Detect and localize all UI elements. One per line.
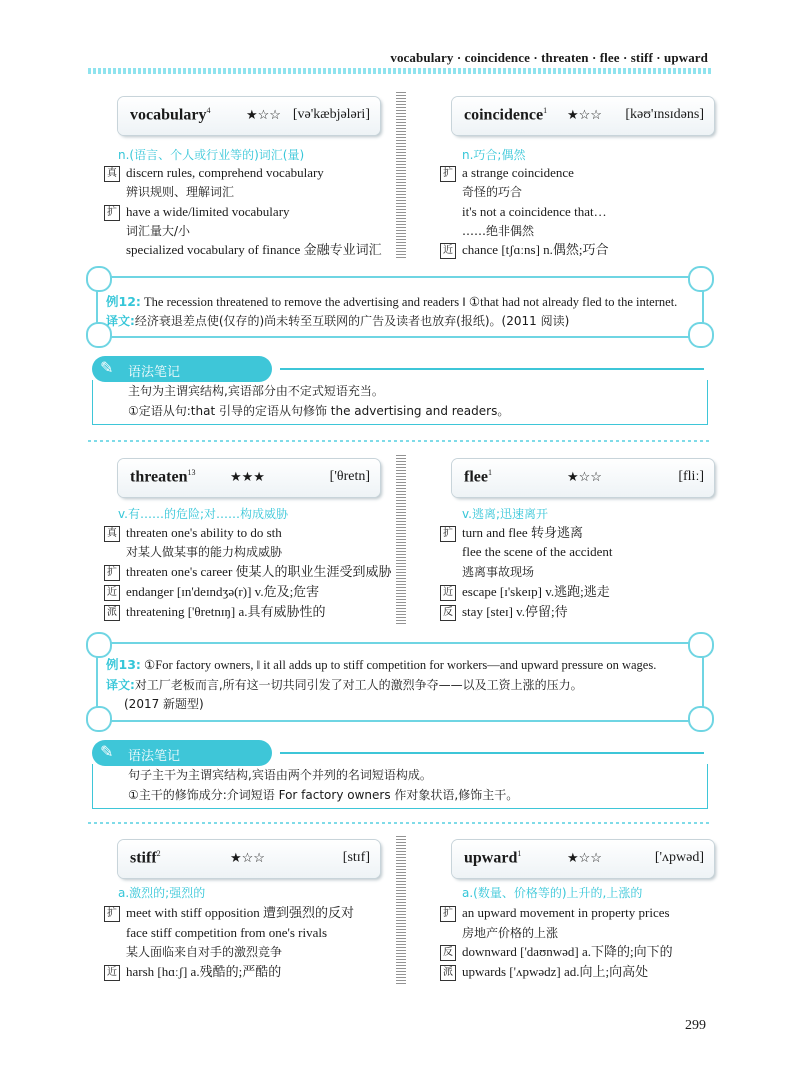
entry-card-threaten [118, 459, 380, 497]
headword: coincidence$^1$ [464, 106, 548, 124]
column-divider [396, 836, 406, 986]
rating-stars: ★☆☆ [567, 469, 602, 484]
entry-line: 扩 meet with stiff opposition 遭到强烈的反对 [104, 904, 354, 922]
example-translation: 译文:对工厂老板而言,所有这一切共同引发了对工人的激烈争夺——以及工资上涨的压力。 [106, 678, 583, 692]
ornament [688, 632, 714, 658]
entry-line: 奇怪的巧合 [462, 185, 523, 199]
entry-card-flee [452, 459, 714, 497]
entry-line: 扩 a strange coincidence [440, 164, 574, 182]
entry-line: 扩 an upward movement in property prices [440, 904, 670, 922]
ornament [86, 706, 112, 732]
entry-line: 派 threatening ['θretnɪŋ] a.具有威胁性的 [104, 603, 325, 621]
definition: n.(语言、个人或行业等的)词汇(量) [118, 148, 305, 162]
rating-stars: ★☆☆ [567, 107, 602, 122]
entry-line: specialized vocabulary of finance 金融专业词汇 [126, 242, 382, 257]
grammar-notes-heading: ✎ 语法笔记 [92, 740, 272, 766]
phonetic: [stɪf] [342, 850, 370, 865]
entry-line: 扩 threaten one's career 使某人的职业生涯受到威胁 [104, 563, 392, 581]
ornament [86, 266, 112, 292]
definition: v.有……的危险;对……构成威胁 [118, 507, 289, 521]
ornament [688, 266, 714, 292]
example-translation: 译文:经济衰退差点使(仅存的)尚未转至互联网的广告及读者也放弃(报纸)。(2011 阅读) [106, 314, 570, 328]
entry-line: 近 escape [ɪ'skeɪp] v.逃跑;逃走 [440, 583, 610, 601]
header-rule [88, 68, 712, 74]
rating-stars: ★☆☆ [567, 850, 602, 865]
entry-line: 派 upwards ['ʌpwədz] ad.向上;向高处 [440, 963, 648, 981]
ornament [688, 322, 714, 348]
entry-line: 扩 turn and flee 转身逃离 [440, 524, 583, 542]
definition: a.激烈的;强烈的 [118, 886, 206, 900]
entry-line: 对某人做某事的能力构成威胁 [126, 545, 283, 559]
running-header: vocabulary · coincidence · threaten · flee · stiff · upward [390, 50, 708, 65]
entry-line: 房地产价格的上涨 [462, 926, 559, 940]
entry-line: 反 downward ['daʊnwəd] a.下降的;向下的 [440, 943, 673, 961]
entry-line: 近 chance [tʃɑːns] n.偶然;巧合 [440, 241, 609, 259]
note-line: ①定语从句:that 引导的定语从句修饰 the advertising and readers。 [128, 404, 510, 418]
entry-card-vocabulary [118, 97, 380, 135]
definition: a.(数量、价格等的)上升的,上涨的 [462, 886, 643, 900]
entry-line: 近 endanger [ɪn'deɪndʒə(r)] v.危及;危害 [104, 583, 319, 601]
note-line: 句子主干为主谓宾结构,宾语由两个并列的名词短语构成。 [128, 768, 432, 782]
ornament [86, 632, 112, 658]
definition: v.逃离;迅速离开 [462, 507, 549, 521]
definition: n.巧合;偶然 [462, 148, 526, 162]
section-divider [88, 822, 712, 824]
entry-line: 逃离事故现场 [462, 565, 535, 579]
headword: stiff$^2$ [130, 849, 161, 867]
phonetic: [kəʊ'ɪnsɪdəns] [625, 107, 704, 122]
entry-card-upward [452, 840, 714, 878]
entry-line: 近 harsh [hɑːʃ] a.残酷的;严酷的 [104, 963, 281, 981]
entry-line: 扩 have a wide/limited vocabulary [104, 203, 290, 221]
rating-stars: ★★★ [230, 469, 265, 484]
entry-line: 某人面临来自对手的激烈竞争 [126, 945, 283, 959]
pen-icon: ✎ [100, 742, 114, 761]
rating-stars: ★☆☆ [246, 107, 281, 122]
notes-rule [280, 368, 704, 370]
entry-line: it's not a coincidence that… [462, 204, 607, 219]
phonetic: [fliː] [678, 469, 704, 484]
column-divider [396, 92, 406, 258]
example-sentence: 例12: The recession threatened to remove the advertising and readers ‖ ①that had not already fled to the internet. [106, 294, 678, 309]
entry-card-stiff [118, 840, 380, 878]
phonetic: ['ʌpwəd] [654, 850, 704, 865]
phonetic: ['θretn] [329, 469, 370, 484]
headword: upward$^1$ [464, 849, 522, 867]
headword: flee$^1$ [464, 468, 492, 486]
entry-line: face stiff competition from one's rivals [126, 925, 328, 940]
entry-line: 辨识规则、理解词汇 [126, 185, 235, 199]
note-line: 主句为主谓宾结构,宾语部分由不定式短语充当。 [128, 384, 384, 398]
pen-icon: ✎ [100, 358, 114, 377]
entry-card-coincidence [452, 97, 714, 135]
entry-line: 真 discern rules, comprehend vocabulary [104, 164, 324, 182]
section-divider [88, 440, 712, 442]
entry-line: flee the scene of the accident [462, 544, 613, 559]
example-source: (2017 新题型) [124, 697, 204, 711]
entry-line: 真 threaten one's ability to do sth [104, 524, 282, 542]
entry-line: 反 stay [steɪ] v.停留;待 [440, 603, 568, 621]
ornament [688, 706, 714, 732]
example-sentence: 例13: ①For factory owners, ‖ it all adds up to stiff competition for workers—and upward pressure on wages. [106, 657, 657, 672]
column-divider [396, 455, 406, 625]
grammar-notes-heading: ✎ 语法笔记 [92, 356, 272, 382]
entry-line: ……绝非偶然 [462, 224, 535, 238]
note-line: ①主干的修饰成分:介词短语 For factory owners 作对象状语,修饰主干。 [128, 788, 519, 802]
notes-rule [280, 752, 704, 754]
page-number: 299 [685, 1018, 706, 1033]
phonetic: [və'kæbjələri] [292, 107, 370, 122]
headword: threaten$^{13}$ [130, 468, 196, 486]
rating-stars: ★☆☆ [230, 850, 265, 865]
entry-line: 词汇量大/小 [126, 224, 191, 238]
headword: vocabulary$^4$ [130, 106, 211, 124]
